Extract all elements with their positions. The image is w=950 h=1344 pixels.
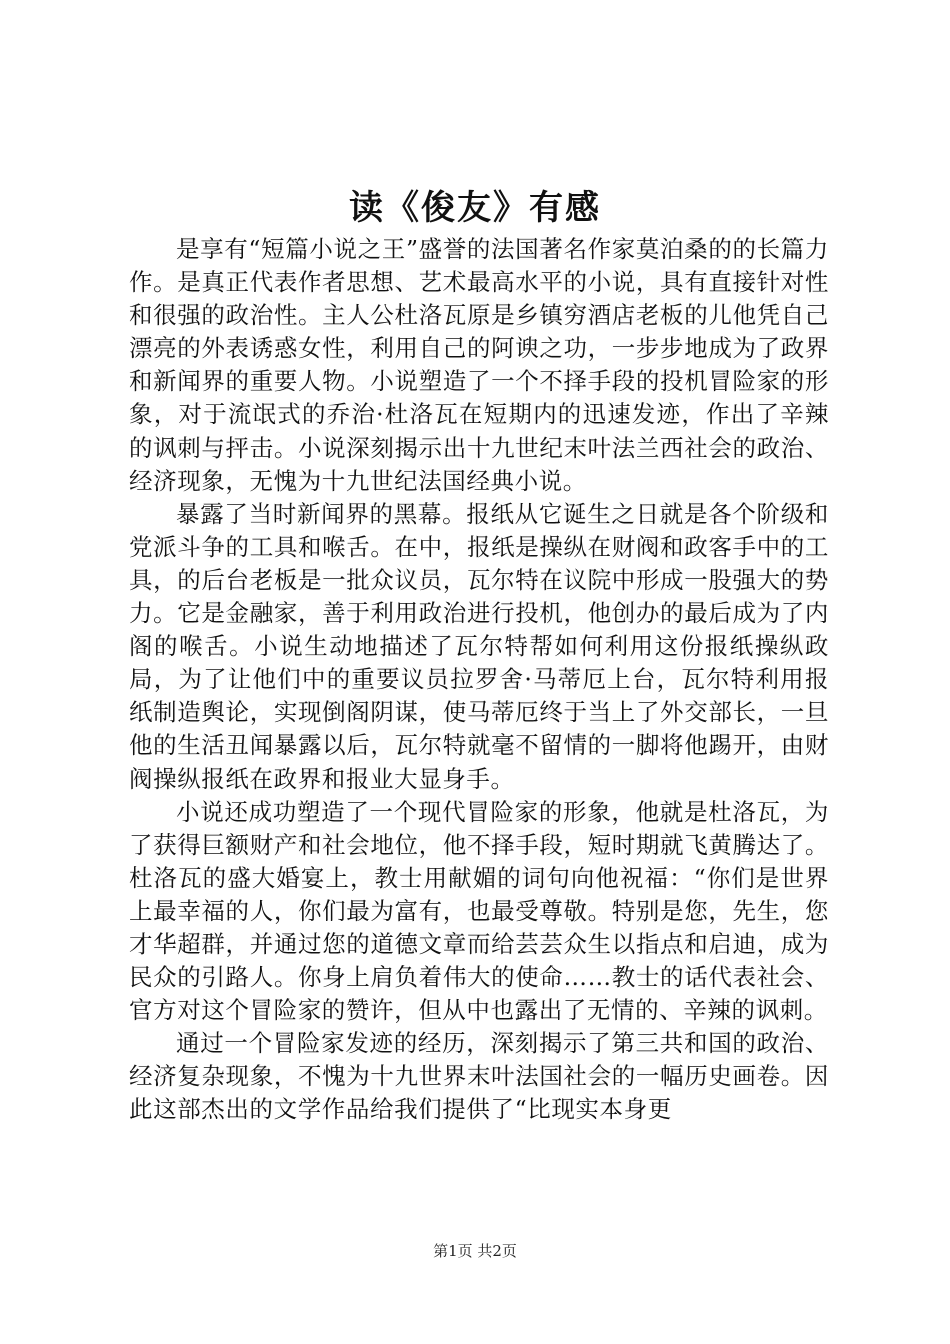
paragraph-1: 是享有“短篇小说之王”盛誉的法国著名作家莫泊桑的的长篇力作。是真正代表作者思想、艺术最高水平的小说，具有直接针对性和很强的政治性。主人公杜洛瓦原是乡镇穷酒店老板的儿他凭自己漂亮的外表诱惑女性，利用自己的阿谀之功，一步步地成为了政界和新闻界的重要人物。小说塑造了一个不择手段的投机冒险家的形象，对于流氓式的乔治·杜洛瓦在短期内的迅速发迹，作出了辛辣的讽刺与抨击。小说深刻揭示出十九世纪末叶法兰西社会的政治、经济现象，无愧为十九世纪法国经典小说。 bbox=[129, 235, 829, 495]
paragraph-2: 暴露了当时新闻界的黑幕。报纸从它诞生之日就是各个阶级和党派斗争的工具和喉舌。在中，报纸是操纵在财阀和政客手中的工具，的后台老板是一批众议员，瓦尔特在议院中形成一股强大的势力。它是金融家，善于利用政治进行投机，他创办的最后成为了内阁的喉舌。小说生动地描述了瓦尔特帮如何利用这份报纸操纵政局，为了让他们中的重要议员拉罗舍·马蒂厄上台，瓦尔特利用报纸制造舆论，实现倒阁阴谋，使马蒂厄终于当上了外交部长，一旦他的生活丑闻暴露以后，瓦尔特就毫不留情的一脚将他踢开，由财阀操纵报纸在政界和报业大显身手。 bbox=[129, 499, 829, 793]
paragraph-4: 通过一个冒险家发迹的经历，深刻揭示了第三共和国的政治、经济复杂现象，不愧为十九世界末叶法国社会的一幅历史画卷。因此这部杰出的文学作品给我们提供了“比现实本身更 bbox=[129, 1029, 829, 1124]
page-title: 读《俊友》有感 bbox=[349, 188, 601, 228]
article-body bbox=[129, 233, 829, 1127]
page-number-footer: 第1页 共2页 bbox=[433, 1242, 517, 1260]
paragraph-3: 小说还成功塑造了一个现代冒险家的形象，他就是杜洛瓦，为了获得巨额财产和社会地位，他不择手段，短时期就飞黄腾达了。杜洛瓦的盛大婚宴上，教士用献媚的词句向他祝福：“你们是世界上最幸福的人，你们最为富有，也最受尊敬。特别是您，先生，您才华超群，并通过您的道德文章而给芸芸众生以指点和启迪，成为民众的引路人。你身上肩负着伟大的使命……教士的话代表社会、官方对这个冒险家的赞许，但从中也露出了无情的、辛辣的讽刺。 bbox=[129, 797, 829, 1025]
